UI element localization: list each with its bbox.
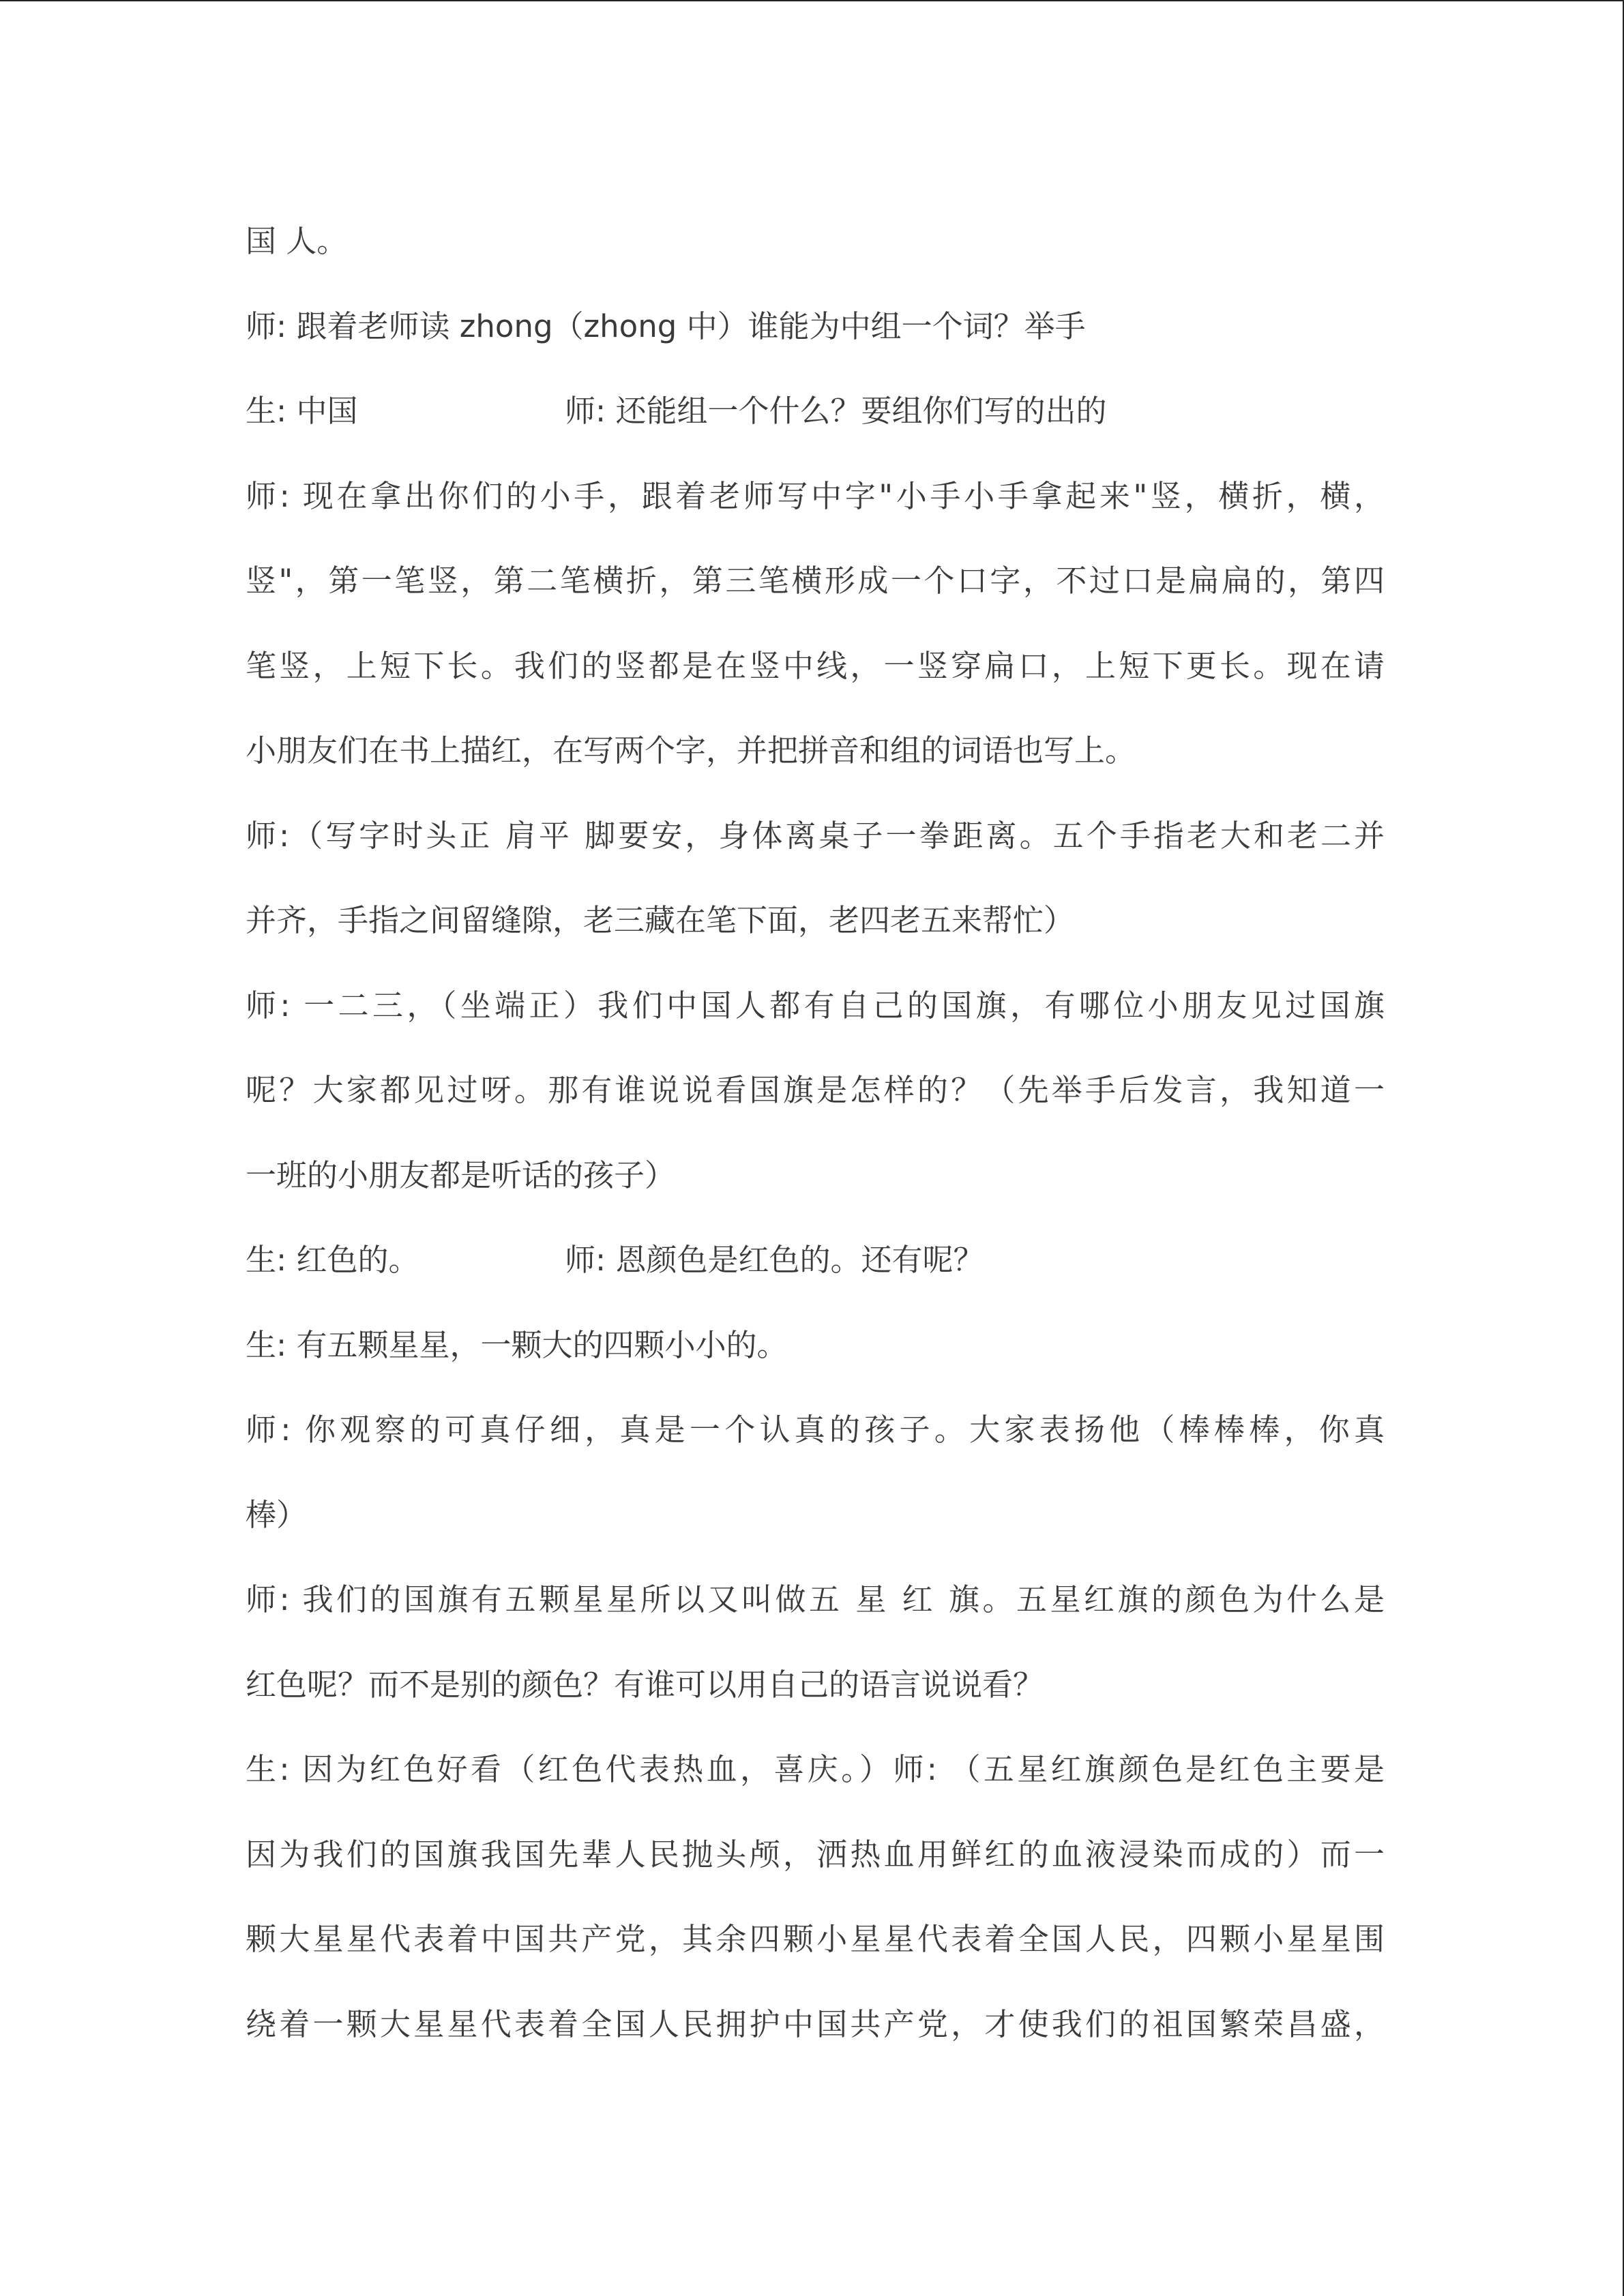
text-line: 国 人。 [246, 223, 348, 259]
text-line: 生: 有五颗星星，一颗大的四颗小小的。 [246, 1326, 788, 1363]
text-line: 师: 你观察的可真仔细，真是一个认真的孩子。大家表扬他（棒棒棒，你真 [246, 1412, 1385, 1448]
text-line: 绕着一颗大星星代表着全国人民拥护中国共产党，才使我们的祖国繁荣昌盛， [246, 2006, 1385, 2042]
text-line [246, 389, 1385, 475]
page-top-border [0, 0, 1624, 1]
student-answer: 生: 红色的。 [246, 1242, 419, 1278]
teacher-reply: 师: 恩颜色是红色的。还有呢？ [565, 1242, 984, 1278]
document-body [246, 220, 1385, 2087]
text-line: 呢？大家都见过呀。那有谁说说看国旗是怎样的？（先举手后发言，我知道一 [246, 1072, 1385, 1108]
text-line: 小朋友们在书上描红，在写两个字，并把拼音和组的词语也写上。 [246, 732, 1136, 769]
teacher-question: 师: 还能组一个什么？要组你们写的出的 [565, 393, 1107, 429]
text-line: 并齐，手指之间留缝隙，老三藏在笔下面，老四老五来帮忙） [246, 902, 1075, 938]
text-line: 因为我们的国旗我国先辈人民抛头颅，洒热血用鲜红的血液浸染而成的）而一 [246, 1836, 1385, 1873]
text-line [246, 1238, 1385, 1324]
text-line: 师: 跟着老师读 zhong（zhong 中）谁能为中组一个词？举手 [246, 308, 1086, 344]
text-line: 笔竖，上短下长。我们的竖都是在竖中线，一竖穿扁口，上短下更长。现在请 [246, 647, 1385, 684]
text-line: 颗大星星代表着中国共产党，其余四颗小星星代表着全国人民，四颗小星星围 [246, 1921, 1385, 1957]
text-line: 生: 因为红色好看（红色代表热血，喜庆。）师: （五星红旗颜色是红色主要是 [246, 1751, 1385, 1787]
student-answer: 生: 中国 [246, 393, 358, 429]
text-line: 师:（写字时头正 肩平 脚要安，身体离桌子一拳距离。五个手指老大和老二并 [246, 817, 1385, 854]
text-line: 师: 现在拿出你们的小手，跟着老师写中字"小手小手拿起来"竖，横折，横， [246, 477, 1385, 514]
text-line: 竖"，第一笔竖，第二笔横折，第三笔横形成一个口字，不过口是扁扁的，第四 [246, 563, 1385, 599]
text-line: 师: 一二三，（坐端正）我们中国人都有自己的国旗，有哪位小朋友见过国旗 [246, 987, 1385, 1024]
text-line: 红色呢？而不是别的颜色？有谁可以用自己的语言说说看？ [246, 1666, 1044, 1703]
text-line: 一班的小朋友都是听话的孩子） [246, 1157, 676, 1193]
text-line: 棒） [246, 1496, 308, 1533]
text-line: 师: 我们的国旗有五颗星星所以又叫做五 星 红 旗。五星红旗的颜色为什么是 [246, 1581, 1385, 1617]
